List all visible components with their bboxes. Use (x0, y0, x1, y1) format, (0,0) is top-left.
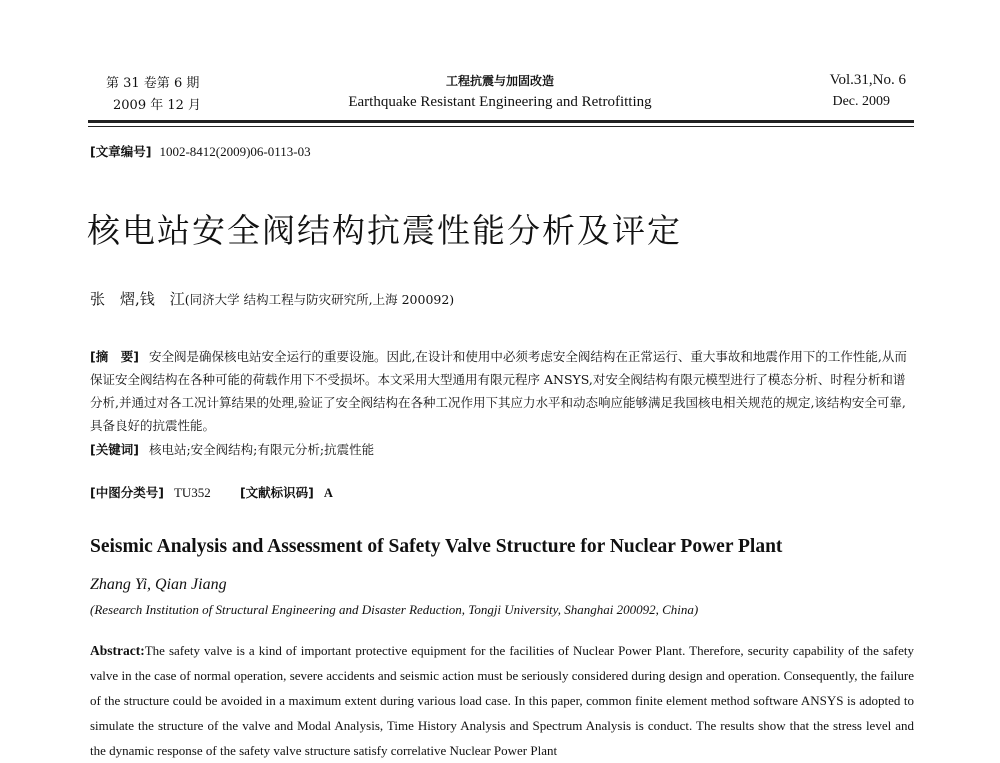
journal-title-en: Earthquake Resistant Engineering and Retrofitting (348, 94, 652, 110)
journal-title-cn: 工程抗震与加固改造 (445, 74, 554, 88)
abstract-cn-text: 安全阀是确保核电站安全运行的重要设施。因此,在设计和使用中必须考虑安全阀结构在正常运行、重大事故和地震作用下的工作性能,从而保证安全阀结构在各种可能的荷载作用下不受损坏。本文采用大型通用有限元程序 ANSYS,对安全阀结构有限元模型进行了模态分析、时程分析和谱分析,并通过对各工况计算结果的处理,验证了安全阀结构在各种工况作用下其应力水平和动态响应能够满足我国核电相关规范的规定,该结构安全可靠,具备良好的抗震性能。 (90, 349, 907, 433)
article-number-value: 1002-8412(2009)06-0113-03 (159, 144, 311, 159)
classification (90, 483, 333, 501)
affiliation-cn: (同济大学 结构工程与防灾研究所,上海 200092) (184, 292, 455, 307)
title-en: Seismic Analysis and Assessment of Safety Valve Structure for Nuclear Power Plant (90, 536, 783, 557)
title-cn: 核电站安全阀结构抗震性能分析及评定 (87, 211, 682, 250)
abstract-cn-label: [摘 要] (90, 349, 139, 364)
keywords-cn (90, 440, 374, 458)
header-rule-thin (88, 126, 914, 127)
volume-issue-en: Vol.31,No. 6 (829, 72, 906, 88)
abstract-en (90, 638, 914, 763)
abstract-en-text: The safety valve is a kind of important protective equipment for the facilities of Nuclear Power Plant. Therefore, security capability of the safety valve in the case of normal operation, severe accidents and seismic action must be seriously considered during design and operation. Consequently, the failure of the structure could be avoided in a maximum extent during various load case. In this paper, common finite element method software ANSYS is adopted to simulate the structure of the valve and Modal Analysis, Time History Analysis and Spectrum Analysis is conduct. The results show that the stress level and the dynamic response of the safety valve structure satisfy correlative Nuclear Power Plant (90, 643, 914, 758)
clc-value: TU352 (173, 485, 211, 500)
keywords-cn-text: 核电站;安全阀结构;有限元分析;抗震性能 (148, 442, 375, 457)
clc-label: [中图分类号] (90, 485, 164, 500)
authors-en: Zhang Yi, Qian Jiang (90, 576, 227, 593)
date-cn: 2009 年 12 月 (113, 98, 202, 113)
keywords-cn-label: [关键词] (90, 442, 139, 457)
doc-code-label: [文献标识码] (239, 485, 314, 500)
article-number (90, 142, 311, 160)
abstract-cn (90, 345, 912, 437)
header-rule-thick (88, 120, 914, 123)
article-number-label: [文章编号] (90, 144, 152, 159)
affiliation-en: (Research Institution of Structural Engineering and Disaster Reduction, Tongji University, Shanghai 200092, China) (90, 602, 699, 617)
authors-cn (90, 288, 454, 309)
volume-issue-cn: 第 31 卷第 6 期 (106, 76, 200, 91)
abstract-en-label: Abstract: (90, 643, 145, 658)
author-names-cn: 张 熠,钱 江 (90, 290, 185, 308)
date-en: Dec. 2009 (832, 94, 890, 109)
doc-code-value: A (323, 486, 333, 500)
